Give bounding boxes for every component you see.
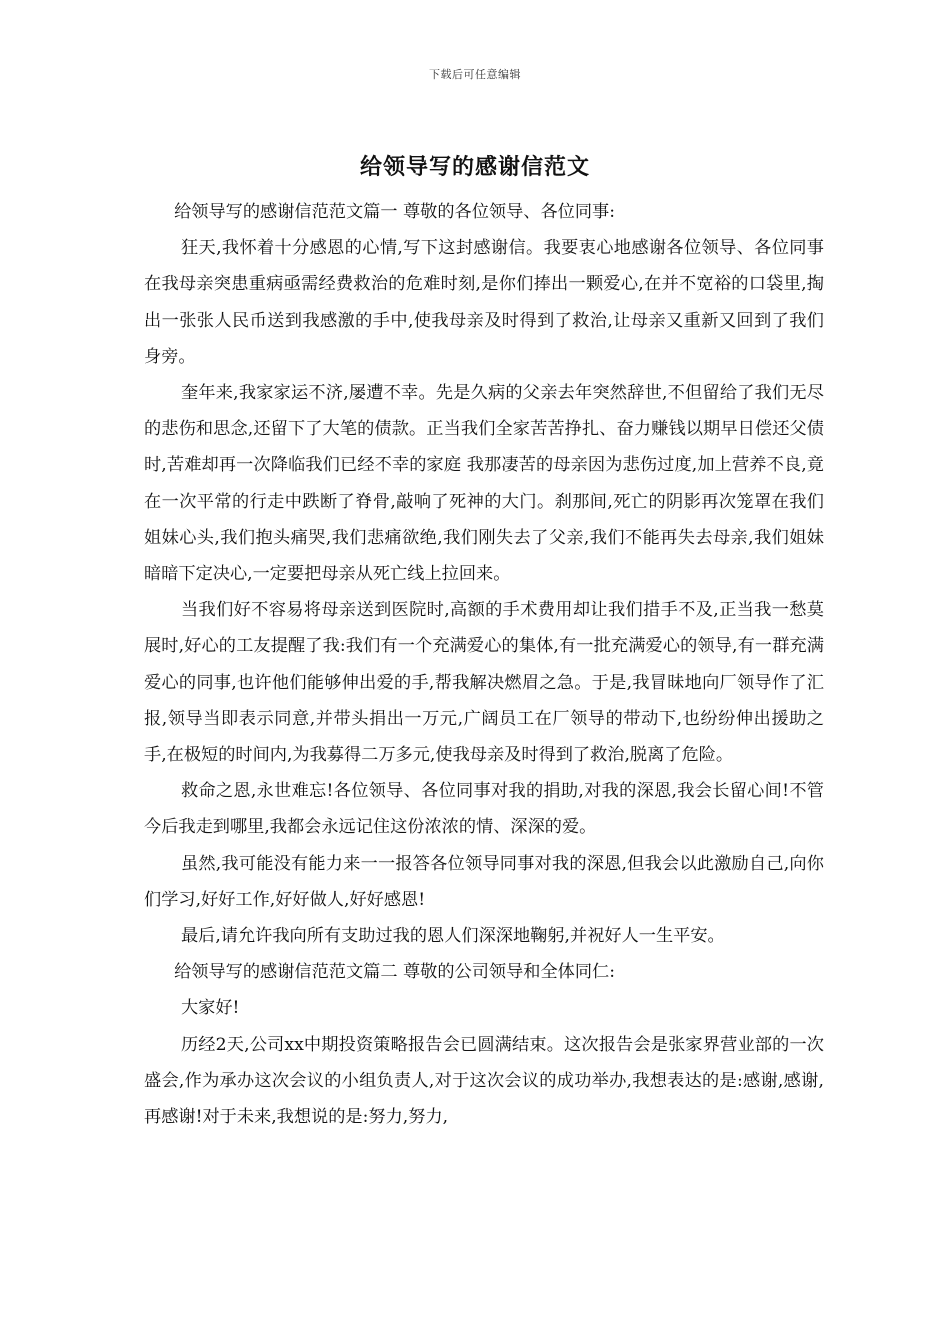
- paragraph: 虽然,我可能没有能力来一一报答各位领导同事对我的深恩,但我会以此激励自己,向你们学习,好好工作,好好做人,好好感恩!: [144, 853, 824, 910]
- paragraph: 大家好!: [180, 998, 240, 1019]
- header-note: 下载后可任意编辑: [429, 68, 521, 81]
- section-heading-1: 给领导写的感谢信范范文篇一 尊敬的各位领导、各位同事:: [174, 202, 616, 222]
- paragraph: 历经2天,公司xx中期投资策略报告会已圆满结束。这次报告会是张家界营业部的一次盛会,作为承办这次会议的小组负责人,对于这次会议的成功举办,我想表达的是:感谢,感谢,再感谢!对于未来,我想说的是:努力,努力,: [144, 1034, 824, 1128]
- paragraph: 狂天,我怀着十分感恩的心情,写下这封感谢信。我要衷心地感谢各位领导、各位同事在我母亲突患重病亟需经费救治的危难时刻,是你们捧出一颗爱心,在并不宽裕的口袋里,掏出一张张人民币送到我感激的手中,使我母亲及时得到了救治,让母亲又重新又回到了我们身旁。: [144, 238, 824, 367]
- paragraph: 奎年来,我家家运不济,屡遭不幸。先是久病的父亲去年突然辞世,不但留给了我们无尽的悲伤和思念,还留下了大笔的债款。正当我们全家苦苦挣扎、奋力赚钱以期早日偿还父债时,苦难却再一次降临我们已经不幸的家庭 我那凄苦的母亲因为悲伤过度,加上营养不良,竟在一次平常的行走中跌断了脊骨,敲响了死神的大门。刹那间,死亡的阴影再次笼罩在我们姐妹心头,我们抱头痛哭,我们悲痛欲绝,我们刚失去了父亲,我们不能再失去母亲,我们姐妹暗暗下定决心,一定要把母亲从死亡线上拉回来。: [144, 383, 824, 585]
- paragraph: 救命之恩,永世难忘!各位领导、各位同事对我的捐助,对我的深恩,我会长留心间!不管今后我走到哪里,我都会永远记住这份浓浓的情、深深的爱。: [144, 781, 824, 838]
- letter-body: [144, 194, 824, 1135]
- paragraph: 当我们好不容易将母亲送到医院时,高额的手术费用却让我们措手不及,正当我一愁莫展时,好心的工友提醒了我:我们有一个充满爱心的集体,有一批充满爱心的领导,有一群充满爱心的同事,也许他们能够伸出爱的手,帮我解决燃眉之急。于是,我冒昧地向厂领导作了汇报,领导当即表示同意,并带头捐出一万元,广阔员工在厂领导的带动下,也纷纷伸出援助之手,在极短的时间内,为我募得二万多元,使我母亲及时得到了救治,脱离了危险。: [144, 600, 824, 766]
- paragraph: 最后,请允许我向所有支助过我的恩人们深深地鞠躬,并祝好人一生平安。: [180, 926, 725, 947]
- document-title: 给领导写的感谢信范文: [359, 154, 590, 180]
- section-heading-2: 给领导写的感谢信范范文篇二 尊敬的公司领导和全体同仁:: [174, 962, 616, 983]
